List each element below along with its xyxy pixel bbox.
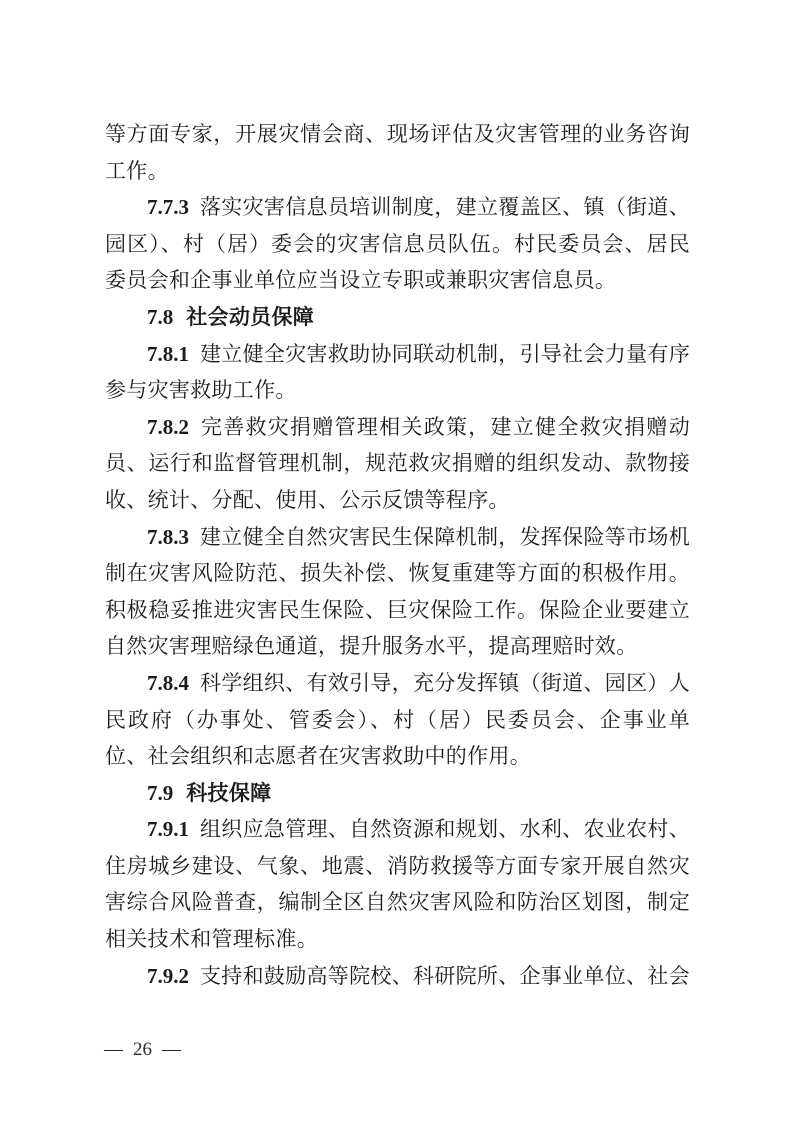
paragraph-7-8-3 — [105, 519, 690, 665]
paragraph-text: 落实灾害信息员培训制度，建立覆盖区、镇（街道、园区）、村（居）委会的灾害信息员队伍。村民委员会、居民委员会和企事业单位应当设立专职或兼职灾害信息员。 — [105, 195, 690, 293]
footer-right-dash: — — [162, 1039, 181, 1060]
paragraph-text: 建立健全灾害救助协同联动机制，引导社会力量有序参与灾害救助工作。 — [105, 341, 690, 403]
section-number: 7.8 — [147, 304, 174, 329]
paragraph-text: 等方面专家，开展灾情会商、现场评估及灾害管理的业务咨询工作。 — [105, 122, 690, 183]
section-number: 7.8.1 — [147, 341, 189, 366]
section-heading-7-8 — [105, 299, 690, 336]
paragraph-7-8-4 — [105, 665, 690, 775]
section-number: 7.7.3 — [147, 195, 189, 220]
paragraph-text: 完善救灾捐赠管理相关政策，建立健全救灾捐赠动员、运行和监督管理机制，规范救灾捐赠的组织发动、款物接收、统计、分配、使用、公示反馈等程序。 — [105, 414, 690, 512]
paragraph-text: 组织应急管理、自然资源和规划、水利、农业农村、住房城乡建设、气象、地震、消防救援等方面专家开展自然灾害综合风险普查，编制全区自然灾害风险和防治区划图，制定相关技术和管理标准。 — [105, 817, 690, 952]
paragraph-7-9-1 — [105, 811, 690, 957]
page-number: 26 — [133, 1039, 152, 1060]
section-number: 7.8.4 — [147, 670, 189, 695]
heading-text: 社会动员保障 — [186, 304, 315, 329]
section-heading-7-9 — [105, 775, 690, 812]
section-number: 7.8.3 — [147, 524, 189, 549]
section-number: 7.8.2 — [147, 414, 189, 439]
document-body — [105, 116, 690, 994]
paragraph-7-8-2 — [105, 409, 690, 519]
footer-left-dash: — — [104, 1039, 123, 1060]
section-number: 7.9.2 — [147, 963, 189, 988]
paragraph-text: 建立健全自然灾害民生保障机制，发挥保险等市场机制在灾害风险防范、损失补偿、恢复重建等方面的积极作用。积极稳妥推进灾害民生保险、巨灾保险工作。保险企业要建立自然灾害理赔绿色通道，提升服务水平，提高理赔时效。 — [105, 524, 690, 659]
section-number: 7.9 — [147, 780, 174, 805]
paragraph-7-9-2 — [105, 958, 690, 995]
page-footer — [104, 1038, 181, 1062]
paragraph-7-7-3 — [105, 189, 690, 299]
paragraph-text: 支持和鼓励高等院校、科研院所、企事业单位、社会 — [200, 963, 690, 988]
section-number: 7.9.1 — [147, 817, 189, 842]
paragraph-7-8-1 — [105, 336, 690, 409]
paragraph-continuation — [105, 116, 690, 189]
heading-text: 科技保障 — [186, 780, 272, 805]
paragraph-text: 科学组织、有效引导，充分发挥镇（街道、园区）人民政府（办事处、管委会）、村（居）民委员会、企事业单位、社会组织和志愿者在灾害救助中的作用。 — [105, 670, 690, 769]
